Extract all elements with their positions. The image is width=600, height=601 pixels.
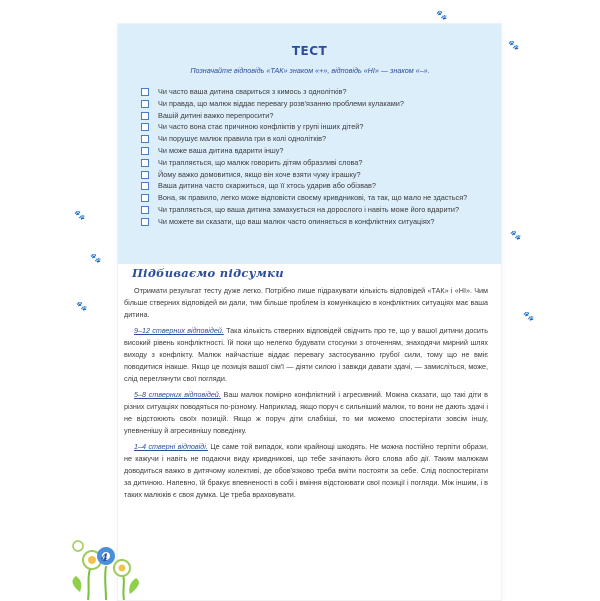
answer-checkbox[interactable]	[141, 112, 149, 120]
question-item	[141, 204, 493, 216]
paw-print-icon: 🐾	[510, 230, 522, 240]
page-number: 4	[101, 553, 108, 564]
answer-checkbox[interactable]	[141, 159, 149, 167]
question-text: Йому важко домовитися, якщо він хоче взяти чужу іграшку?	[158, 169, 361, 179]
answer-checkbox[interactable]	[141, 123, 149, 131]
paw-print-icon: 🐾	[74, 210, 86, 220]
question-text: Вашій дитині важко перепросити?	[158, 110, 274, 120]
question-text: Чи трапляється, що ваша дитина замахується на дорослого і навіть може його вдарити?	[158, 204, 460, 214]
question-text: Вона, як правило, легко може відповісти своєму кривдникові, та так, що мало не здасться?	[158, 193, 468, 203]
test-title: ТЕСТ	[291, 44, 328, 58]
question-item	[141, 145, 493, 157]
answer-checkbox[interactable]	[141, 218, 149, 226]
question-item	[141, 121, 493, 133]
paw-print-icon: 🐾	[436, 10, 448, 20]
answer-checkbox[interactable]	[141, 147, 149, 155]
question-item	[141, 192, 493, 204]
answer-checkbox[interactable]	[141, 100, 149, 108]
result-text: Ваш малюк помірно конфліктний і агресивний. Можна сказати, що такі діти в різних ситуаціях поводяться по-різному. Наприклад, якщо поруч є сильніший малюк, то вони не дають здачі і не відстоюють своїх позицій. Якщо ж поруч діти слабкіші, то ми можемо спостерігати зовсім іншу, упевненішу й агресивнішу поведінку.	[124, 390, 488, 435]
summary-body	[124, 285, 488, 505]
question-text: Чи трапляється, що малюк говорить дітям образливі слова?	[158, 157, 363, 167]
result-low	[124, 441, 488, 501]
paw-print-icon: 🐾	[76, 301, 88, 311]
paw-print-icon: 🐾	[523, 311, 535, 321]
result-text: Це саме той випадок, коли крайнощі шкодять. Не можна постійно терпіти образи, не кажучи і навіть не подаючи виду кривдникові, що тебе зачіпають його слова або дії. Таким малюкам доводиться важко в дитячому колективі, де обов'язково треба вміти постояти за себе. Слід поспостерігати за дитиною. Напевно, їй бракує впевненості в собі і вміння відстоювати свої позиції і погляди. Між іншим, і в таких малюків є своя думка. Це треба враховувати.	[124, 442, 489, 499]
result-label: 5–8 стверних відповідей.	[134, 390, 221, 400]
question-text: Чи часто вона стає причиною конфліктів у групі інших дітей?	[158, 122, 364, 132]
question-text: Чи може ваша дитина вдарити іншу?	[158, 145, 284, 155]
answer-checkbox[interactable]	[141, 171, 149, 179]
paw-print-icon: 🐾	[508, 40, 520, 50]
result-high	[124, 325, 488, 385]
summary-title: Підбиваємо підсумки	[132, 266, 284, 280]
question-item	[141, 169, 493, 181]
paw-print-icon: 🐾	[90, 253, 102, 263]
question-item	[141, 98, 493, 110]
answer-checkbox[interactable]	[141, 135, 149, 143]
question-list	[141, 86, 493, 228]
result-medium	[124, 389, 488, 437]
answer-checkbox[interactable]	[141, 182, 149, 190]
question-item	[141, 110, 493, 122]
result-label: 9–12 стверних відповідей.	[134, 326, 224, 336]
question-text: Чи порушує малюк правила гри в колі однолітків?	[158, 134, 327, 144]
question-text: Чи можете ви сказати, що ваш малюк часто опиняється в конфліктних ситуаціях?	[158, 216, 435, 226]
question-item	[141, 86, 493, 98]
question-text: Чи правда, що малюк віддає перевагу розв'язанню проблеми кулаками?	[158, 98, 404, 108]
question-text: Чи часто ваша дитина свариться з кимось з однолітків?	[158, 87, 347, 96]
result-text: Така кількість стверних відповідей свідчить про те, що у вашої дитини досить високий рівень конфліктності. Їй поки що нелегко будувати стосунки з оточенням, знаходячи мирний шлях виходу з конфлікту. Малюк найчастіше віддає перевагу застосуванню грубої сили, тому що не вміє поводитися інакше. Якщо це позиція вашої сім'ї — діяти силою і завжди давати здачі, — замисліться, може, слід переглянути свої погляди.	[124, 326, 488, 383]
question-item	[141, 133, 493, 145]
question-item	[141, 157, 493, 169]
question-text: Ваша дитина часто скаржиться, що її хтось ударив або обізвав?	[158, 181, 376, 191]
question-item	[141, 180, 493, 192]
test-instruction: Позначайте відповідь «ТАК» знаком «+», відповідь «НІ» — знаком «–».	[190, 66, 430, 75]
answer-checkbox[interactable]	[141, 194, 149, 202]
answer-checkbox[interactable]	[141, 206, 149, 214]
answer-checkbox[interactable]	[141, 88, 149, 96]
question-item	[141, 216, 493, 228]
result-label: 1–4 стверні відповіді.	[134, 442, 208, 452]
summary-intro: Отримати результат тесту дуже легко. Потрібно лише підрахувати кількість відповідей «ТАК» і «НІ». Чим більше стверних відповідей ви дали, тим більше проблем із комунікацією в конфліктних ситуаціях має ваша дитина.	[124, 286, 488, 319]
